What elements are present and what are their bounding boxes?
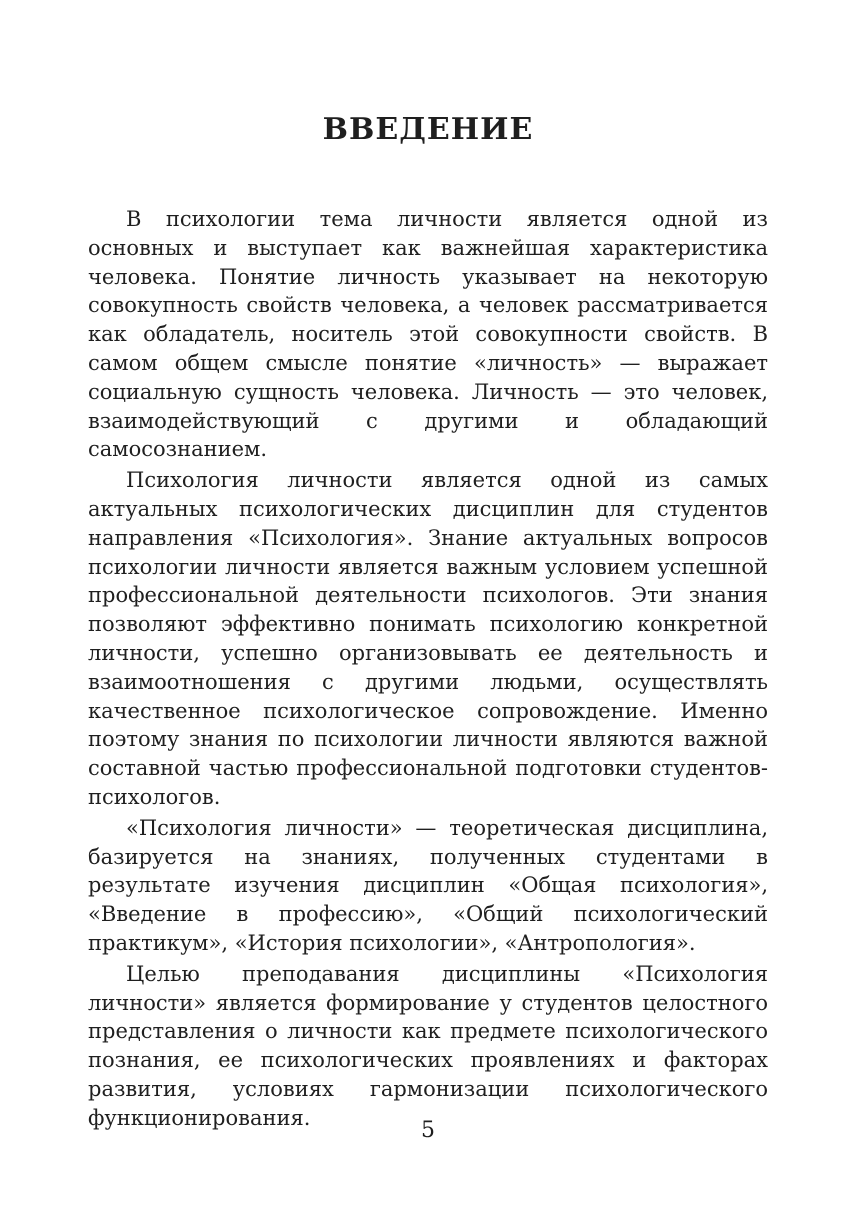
page-number: 5 (421, 1118, 435, 1143)
book-page (88, 0, 768, 1211)
paragraph-1: В психологии тема личности является одной из основных и выступает как важнейшая характеристика человека. Понятие личность указывает на некоторую совокупность свойств человека, а человек рассматривается как обладатель, носитель этой совокупности свойств. В самом общем смысле понятие «личность» — выражает социальную сущность человека. Личность — это человек, взаимодействующий с другими и обладающий самосознанием. (88, 207, 768, 462)
paragraph-3: «Психология личности» — теоретическая дисциплина, базируется на знаниях, полученных студентами в результате изучения дисциплин «Общая психология», «Введение в профессию», «Общий психологический практикум», «История психологии», «Антропология». (88, 815, 768, 955)
paragraph-2: Психология личности является одной из самых актуальных психологических дисциплин для студентов направления «Психология». Знание актуальных вопросов психологии личности является важным условием успешной профессиональной деятельности психологов. Эти знания позволяют эффективно понимать психологию конкретной личности, успешно организовывать ее деятельность и взаимоотношения с другими людьми, осуществлять качественное психологическое сопровождение. Именно поэтому знания по психологии личности являются важной составной частью профессиональной подготовки студентов-психологов. (88, 468, 768, 809)
body-text (88, 205, 768, 1135)
chapter-title: ВВЕДЕНИЕ (322, 112, 534, 147)
paragraph-4: Целью преподавания дисциплины «Психология личности» является формирование у студентов целостного представления о личности как предмете психологического познания, ее психологических проявлениях и факторах развития, условиях гармонизации психологического функционирования. (88, 961, 768, 1130)
